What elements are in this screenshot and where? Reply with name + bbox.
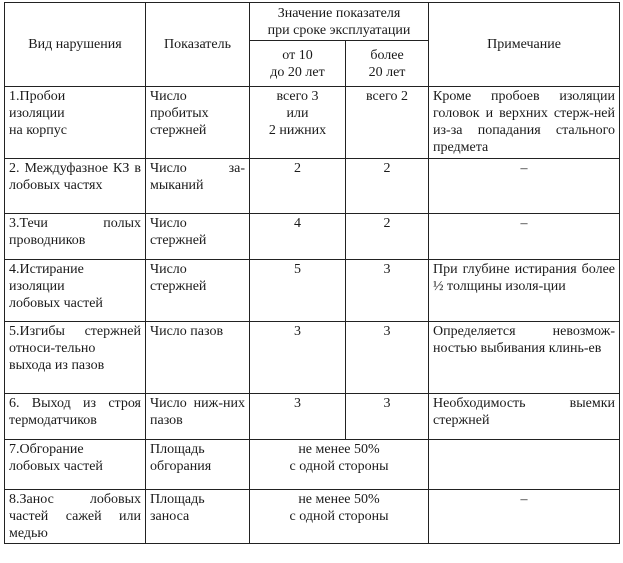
cell-value-1: 3 (250, 322, 346, 394)
table-row (5, 214, 620, 260)
cell-violation: 1.Пробои изоляции на корпус (5, 87, 146, 159)
table-row (5, 87, 620, 159)
cell-indicator: Число стержней (146, 260, 250, 322)
table-row (5, 440, 620, 490)
cell-value-2: 3 (346, 322, 429, 394)
cell-value-2: всего 2 (346, 87, 429, 159)
cell-indicator: Число за-мыканий (146, 159, 250, 214)
cell-indicator: Число пазов (146, 322, 250, 394)
header-period-2: более 20 лет (346, 41, 429, 87)
table-row (5, 159, 620, 214)
cell-indicator: Площадь заноса (146, 490, 250, 544)
cell-value-1: 3 (250, 394, 346, 440)
table-row (5, 260, 620, 322)
header-row-1 (5, 3, 620, 41)
cell-value-1: 2 (250, 159, 346, 214)
cell-violation: 8.Занос лобовых частей сажей или медью (5, 490, 146, 544)
cell-violation: 3.Течи полых проводников (5, 214, 146, 260)
violations-table-container (4, 2, 620, 544)
cell-note: Кроме пробоев изоляции головок и верхних стерж-ней из-за попадания стального предмета (429, 87, 620, 159)
cell-note: – (429, 159, 620, 214)
cell-violation: 6. Выход из строя термодатчиков (5, 394, 146, 440)
violations-table (4, 2, 620, 544)
cell-indicator: Число ниж-них пазов (146, 394, 250, 440)
cell-value-1: всего 3 или 2 нижних (250, 87, 346, 159)
cell-value-2: 3 (346, 394, 429, 440)
header-violation: Вид нарушения (5, 3, 146, 87)
cell-value-2: 2 (346, 214, 429, 260)
cell-value-2: 2 (346, 159, 429, 214)
cell-note (429, 440, 620, 490)
cell-value-2: 3 (346, 260, 429, 322)
cell-violation: 7.Обгорание лобовых частей (5, 440, 146, 490)
cell-note: Определяется невозмож-ностью выбивания клинь-ев (429, 322, 620, 394)
table-row (5, 322, 620, 394)
cell-note: Необходимость выемки стержней (429, 394, 620, 440)
header-note: Примечание (429, 3, 620, 87)
header-value-group: Значение показателя при сроке эксплуатации (250, 3, 429, 41)
cell-indicator: Число пробитых стержней (146, 87, 250, 159)
table-row (5, 394, 620, 440)
cell-violation: 5.Изгибы стержней относи-тельно выхода из пазов (5, 322, 146, 394)
header-period-1: от 10 до 20 лет (250, 41, 346, 87)
cell-note: – (429, 490, 620, 544)
cell-indicator: Площадь обгорания (146, 440, 250, 490)
cell-value-merged: не менее 50% с одной стороны (250, 440, 429, 490)
cell-value-1: 4 (250, 214, 346, 260)
table-row (5, 490, 620, 544)
cell-indicator: Число стержней (146, 214, 250, 260)
cell-value-1: 5 (250, 260, 346, 322)
cell-violation: 4.Истирание изоляции лобовых частей (5, 260, 146, 322)
header-indicator: Показатель (146, 3, 250, 87)
cell-note: – (429, 214, 620, 260)
cell-violation: 2. Междуфазное КЗ в лобовых частях (5, 159, 146, 214)
cell-value-merged: не менее 50% с одной стороны (250, 490, 429, 544)
cell-note: При глубине истирания более ½ толщины изоля-ции (429, 260, 620, 322)
